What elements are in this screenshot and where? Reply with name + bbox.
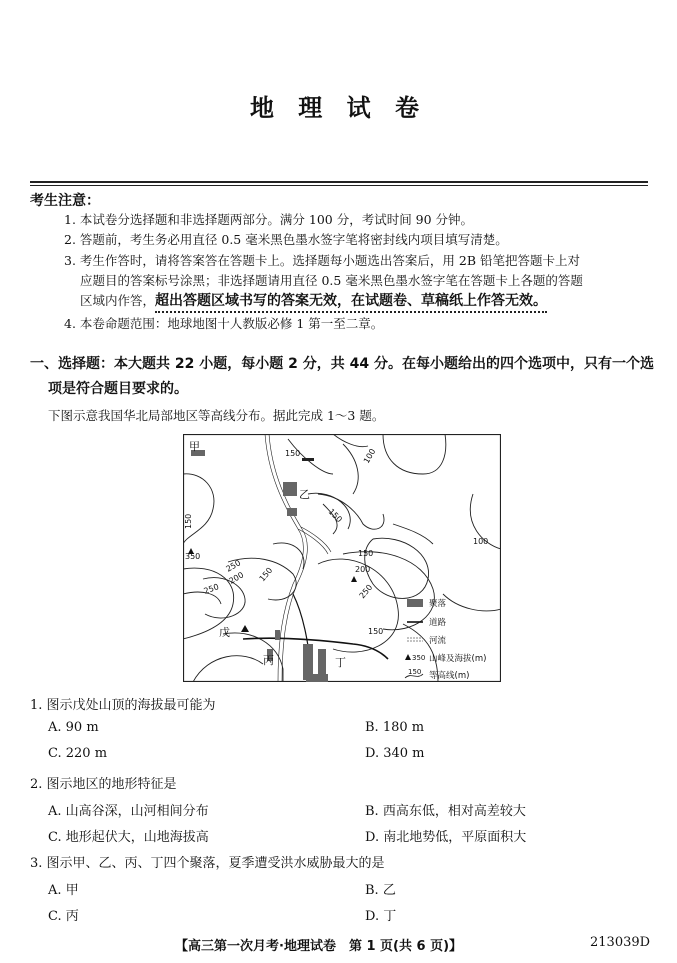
contour-label: 150 bbox=[358, 549, 374, 558]
option: C. 地形起伏大，山地海拔高 bbox=[48, 830, 209, 845]
place-label: 丙 bbox=[263, 654, 274, 667]
legend-peak-value: 350 bbox=[412, 654, 426, 662]
contour-label: 100 bbox=[473, 537, 489, 546]
option: C. 220 m bbox=[48, 746, 108, 761]
option: A. 山高谷深，山河相间分布 bbox=[48, 804, 209, 819]
option: D. 南北地势低，平原面积大 bbox=[365, 830, 527, 845]
section-heading-cont: 项是符合题目要求的。 bbox=[48, 381, 188, 397]
option: A. 90 m bbox=[48, 720, 99, 735]
section-heading: 一、选择题：本大题共 22 小题，每小题 2 分，共 44 分。在每小题给出的四个选项中，只有一个选 bbox=[30, 356, 654, 372]
option: B. 乙 bbox=[365, 883, 396, 898]
option: B. 180 m bbox=[365, 720, 425, 735]
contour-label: 200 bbox=[355, 565, 371, 574]
contour-label: 250 bbox=[224, 558, 243, 574]
paper-code: 213039D bbox=[590, 935, 651, 950]
legend-label: 等高线(m) bbox=[429, 671, 470, 681]
legend-label: 河流 bbox=[429, 636, 447, 646]
notice-item: 1. 本试卷分选择题和非选择题两部分。满分 100 分，考试时间 90 分钟。 bbox=[64, 212, 474, 227]
notice-item: 应题目的答案标号涂黑；非选择题请用直径 0.5 毫米黑色墨水签字笔在答题卡上各题的答题 bbox=[80, 273, 583, 288]
legend-label: 道路 bbox=[429, 618, 447, 628]
contour-label: 250 bbox=[357, 582, 375, 601]
question-stem: 3. 图示甲、乙、丙、丁四个聚落，夏季遭受洪水威胁最大的是 bbox=[30, 856, 385, 871]
notice-heading: 考生注意： bbox=[30, 193, 100, 209]
contour-label: 150 bbox=[184, 513, 193, 529]
header-rule bbox=[30, 181, 648, 183]
contour-map-svg bbox=[183, 434, 501, 682]
contour-label: 150 bbox=[326, 507, 344, 525]
notice-item: 4. 本卷命题范围：地球地图十人教版必修 1 第一至二章。 bbox=[64, 316, 384, 331]
place-label: 戊 bbox=[219, 626, 230, 639]
page-title: 地 理 试 卷 bbox=[249, 94, 428, 122]
contour-map bbox=[183, 434, 501, 682]
option: D. 丁 bbox=[365, 909, 397, 924]
contour-label: 150 bbox=[285, 449, 301, 458]
notice-item-part: 区域内作答， bbox=[80, 293, 156, 308]
place-label: 乙 bbox=[299, 488, 310, 501]
place-label: 甲 bbox=[189, 440, 200, 453]
header-rule-thin bbox=[30, 185, 648, 186]
legend-label: 聚落 bbox=[429, 599, 447, 609]
option: C. 丙 bbox=[48, 909, 79, 924]
page-footer: 【高三第一次月考·地理试卷 第 1 页(共 6 页)】 bbox=[175, 939, 463, 954]
contour-label: 150 bbox=[368, 627, 384, 636]
contour-label: 150 bbox=[257, 565, 275, 584]
contour-label: 200 bbox=[227, 570, 246, 586]
option: B. 西高东低，相对高差较大 bbox=[365, 804, 526, 819]
legend-label: 山峰及海拔(m) bbox=[429, 654, 487, 664]
legend-contour-value: 150 bbox=[408, 668, 422, 676]
peak-label: 350 bbox=[185, 552, 201, 561]
notice-item bbox=[80, 291, 547, 311]
notice-emphasis: 超出答题区域书写的答案无效，在试题卷、草稿纸上作答无效。 bbox=[155, 293, 547, 313]
question-stem: 2. 图示地区的地形特征是 bbox=[30, 777, 177, 792]
question-intro: 下图示意我国华北局部地区等高线分布。据此完成 1～3 题。 bbox=[48, 408, 385, 423]
question-stem: 1. 图示戊处山顶的海拔最可能为 bbox=[30, 698, 216, 713]
notice-item: 3. 考生作答时，请将答案答在答题卡上。选择题每小题选出答案后，用 2B 铅笔把答题卡上对 bbox=[64, 253, 580, 268]
option: D. 340 m bbox=[365, 746, 425, 761]
option: A. 甲 bbox=[48, 883, 79, 898]
contour-label: 250 bbox=[202, 582, 221, 596]
place-label: 丁 bbox=[335, 656, 346, 669]
notice-item: 2. 答题前，考生务必用直径 0.5 毫米黑色墨水签字笔将密封线内项目填写清楚。 bbox=[64, 232, 508, 247]
contour-label: 100 bbox=[361, 447, 378, 465]
